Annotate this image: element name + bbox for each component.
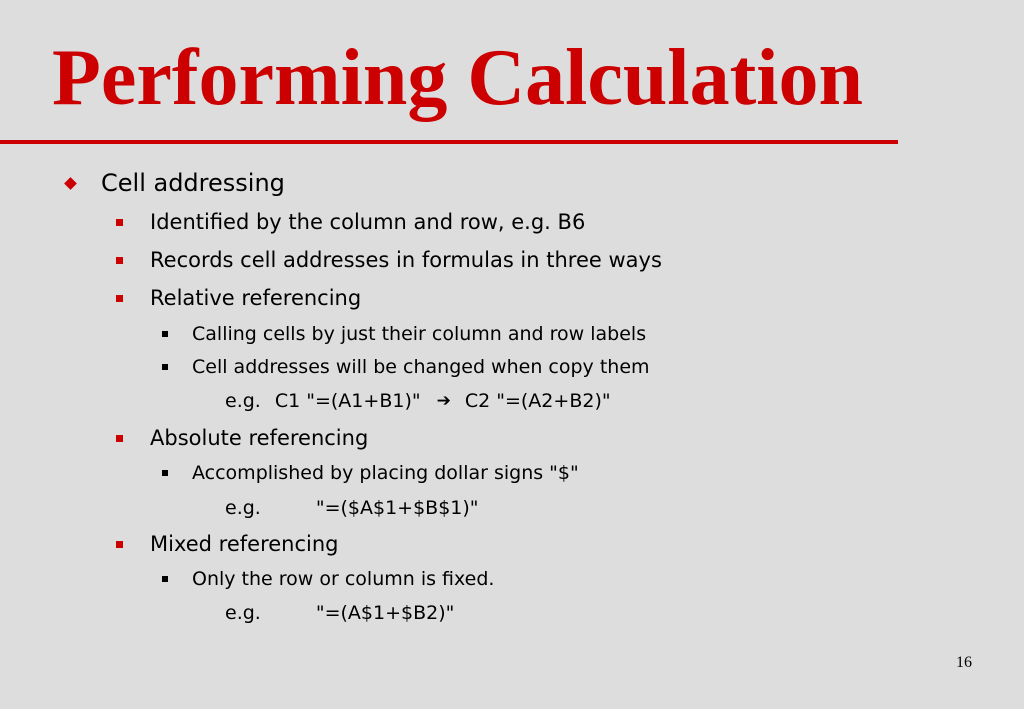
diamond-bullet-icon <box>64 177 77 190</box>
bullet-text: Absolute referencing <box>150 426 369 450</box>
square-bullet-icon <box>162 470 168 476</box>
bullet-relative <box>114 283 361 313</box>
bullet-mixed <box>114 529 339 559</box>
example-label: e.g. <box>225 602 261 624</box>
relative-example <box>225 387 611 415</box>
bullet-text: Cell addressing <box>101 169 285 197</box>
title-underline <box>0 140 898 144</box>
bullet-relative-calling <box>160 320 646 348</box>
example-label: e.g. <box>225 390 261 412</box>
bullet-absolute-accomplished <box>160 459 579 487</box>
slide-title: Performing Calculation <box>52 34 863 122</box>
square-bullet-icon <box>116 435 123 442</box>
bullet-text: Relative referencing <box>150 286 362 310</box>
arrow-right-icon: ➔ <box>436 391 451 411</box>
example-formula-to: C2 "=(A2+B2)" <box>464 390 611 412</box>
bullet-mixed-only <box>160 565 494 593</box>
square-bullet-icon <box>116 295 123 302</box>
square-bullet-icon <box>162 364 168 370</box>
bullet-text: Calling cells by just their column and row labels <box>192 323 647 345</box>
square-bullet-icon <box>116 219 123 226</box>
bullet-text: Accomplished by placing dollar signs "$" <box>192 462 579 484</box>
square-bullet-icon <box>116 541 123 548</box>
page-number: 16 <box>956 654 972 671</box>
bullet-text: Only the row or column is fixed. <box>192 568 495 590</box>
bullet-cell-addressing <box>64 167 285 199</box>
square-bullet-icon <box>162 576 168 582</box>
example-formula-from: C1 "=(A1+B1)" <box>274 390 421 412</box>
example-formula: "=($A$1+$B$1)" <box>315 497 479 519</box>
bullet-relative-changed <box>160 353 650 381</box>
square-bullet-icon <box>116 257 123 264</box>
bullet-records <box>114 245 662 275</box>
bullet-text: Records cell addresses in formulas in three ways <box>150 248 662 272</box>
example-formula: "=(A$1+$B2)" <box>315 602 455 624</box>
bullet-text: Cell addresses will be changed when copy them <box>192 356 650 378</box>
bullet-text: Mixed referencing <box>150 532 339 556</box>
square-bullet-icon <box>162 331 168 337</box>
bullet-absolute <box>114 423 368 453</box>
bullet-identified <box>114 207 585 237</box>
absolute-example <box>225 494 479 522</box>
mixed-example <box>225 599 454 627</box>
example-label: e.g. <box>225 497 261 519</box>
bullet-text: Identified by the column and row, e.g. B6 <box>150 210 586 234</box>
